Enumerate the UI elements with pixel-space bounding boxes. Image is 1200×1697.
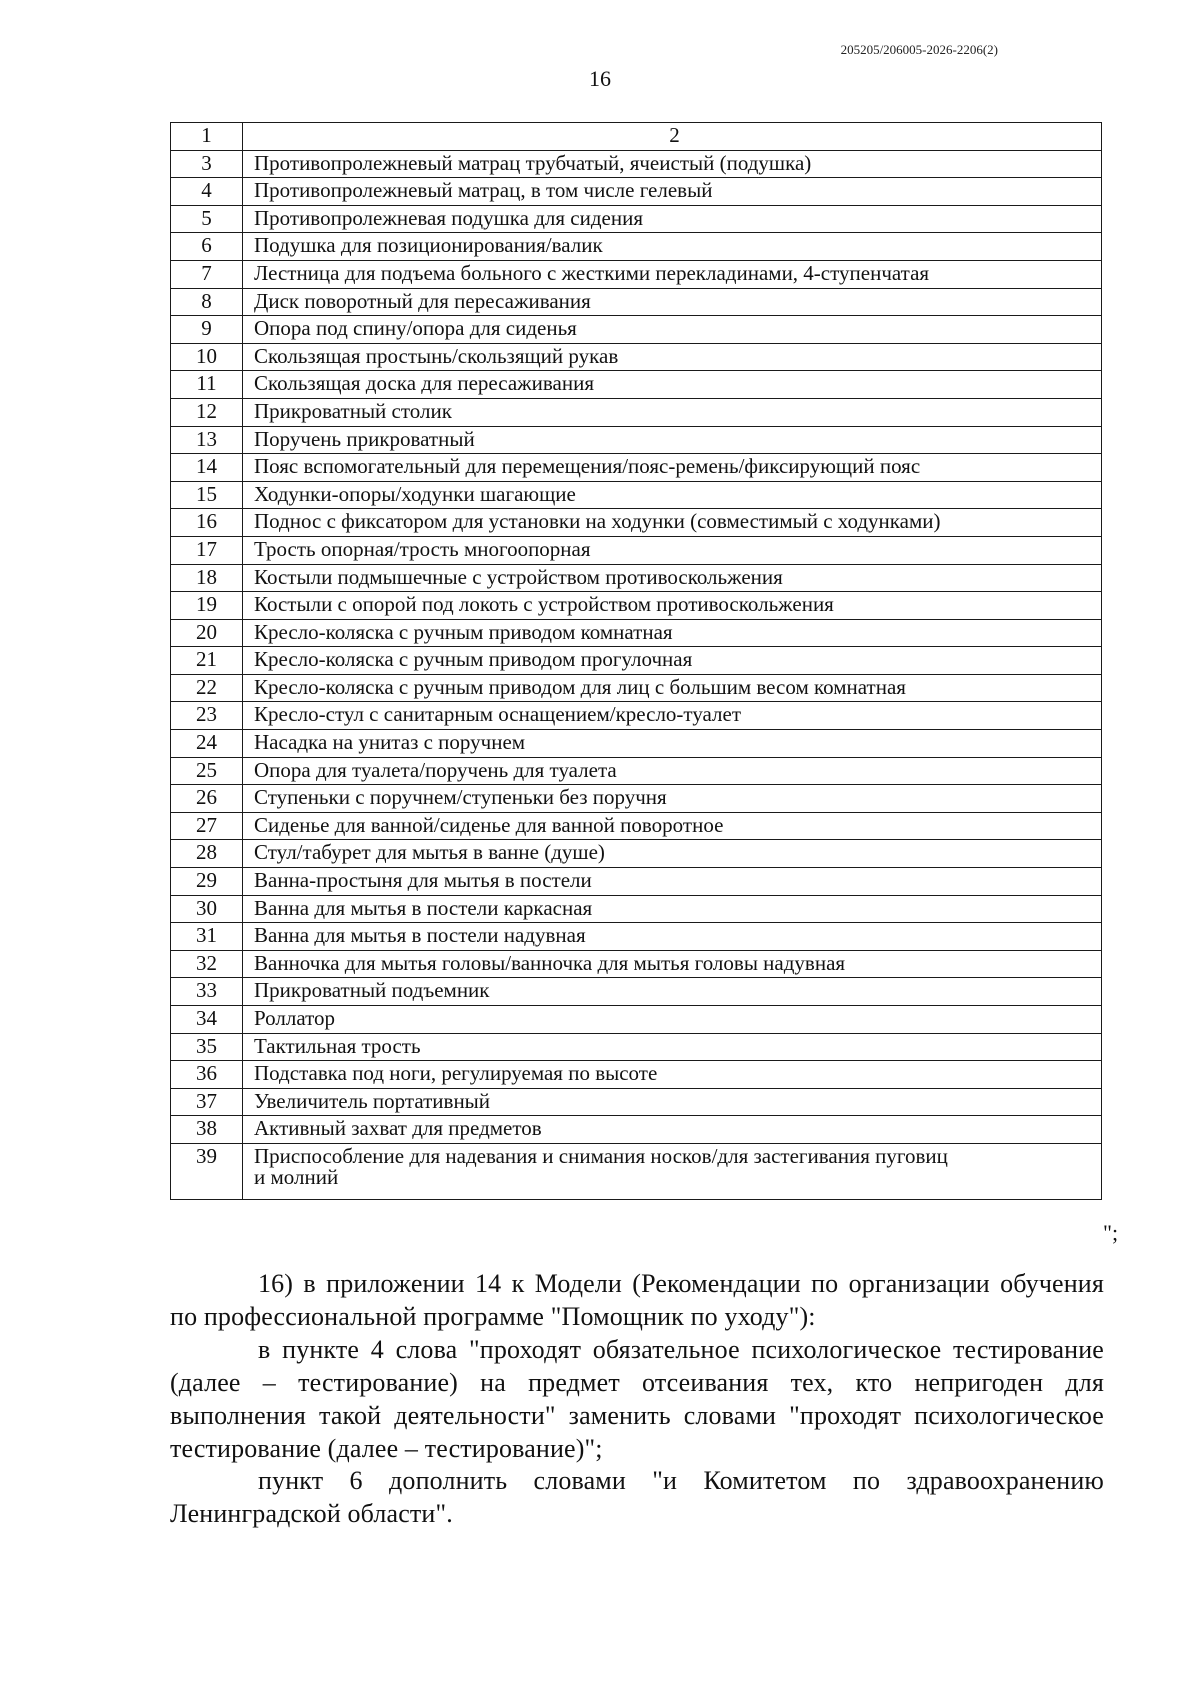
row-item-name: Насадка на унитаз с поручнем — [243, 730, 1102, 758]
row-item-name: Костыли с опорой под локоть с устройством противоскольжения — [243, 592, 1102, 620]
paragraph-item-6-text: пункт 6 дополнить словами "и Комитетом по здравоохранению Ленинградской области". — [170, 1466, 1104, 1528]
row-item-name: Роллатор — [243, 1006, 1102, 1034]
table-row — [171, 1088, 1102, 1116]
table-row — [171, 178, 1102, 206]
row-number: 13 — [171, 426, 243, 454]
table-row — [171, 343, 1102, 371]
row-item-name-line: и молний — [254, 1164, 339, 1189]
paragraph-item-4 — [170, 1333, 1104, 1465]
table-row — [171, 1143, 1102, 1199]
paragraph-item-4-text: в пункте 4 слова "проходят обязательное психологическое тестирование (далее – тестирование) на предмет отсеивания тех, кто непригоден для выполнения такой деятельности" заменить словами "проходят психологическое тестирование (далее – тестирование)"; — [170, 1335, 1104, 1463]
row-item-name: Увеличитель портативный — [243, 1088, 1102, 1116]
row-number: 15 — [171, 481, 243, 509]
row-item-name: Кресло-коляска с ручным приводом прогулочная — [243, 647, 1102, 675]
table-row — [171, 1116, 1102, 1144]
table-row — [171, 564, 1102, 592]
row-number: 24 — [171, 730, 243, 758]
table-row — [171, 895, 1102, 923]
row-item-name: Кресло-коляска с ручным приводом комнатная — [243, 619, 1102, 647]
table-row — [171, 1006, 1102, 1034]
row-item-name: Подушка для позиционирования/валик — [243, 233, 1102, 261]
row-item-name: Кресло-коляска с ручным приводом для лиц с большим весом комнатная — [243, 674, 1102, 702]
table-row — [171, 592, 1102, 620]
row-item-name: Ходунки-опоры/ходунки шагающие — [243, 481, 1102, 509]
row-item-name: Противопролежневый матрац трубчатый, ячеистый (подушка) — [243, 150, 1102, 178]
row-number: 11 — [171, 371, 243, 399]
table-row — [171, 371, 1102, 399]
table-row — [171, 757, 1102, 785]
row-number: 8 — [171, 288, 243, 316]
table-row — [171, 205, 1102, 233]
row-number: 10 — [171, 343, 243, 371]
equipment-table — [170, 122, 1102, 1200]
row-number: 14 — [171, 454, 243, 482]
row-number: 21 — [171, 647, 243, 675]
row-item-name: Сиденье для ванной/сиденье для ванной поворотное — [243, 812, 1102, 840]
row-number: 39 — [171, 1143, 243, 1199]
row-number: 16 — [171, 509, 243, 537]
row-item-name: Прикроватный подъемник — [243, 978, 1102, 1006]
table-row — [171, 978, 1102, 1006]
table-row — [171, 233, 1102, 261]
table-row — [171, 785, 1102, 813]
row-number: 4 — [171, 178, 243, 206]
header-cell-number: 1 — [171, 123, 243, 151]
table-row — [171, 868, 1102, 896]
row-item-name: Поручень прикроватный — [243, 426, 1102, 454]
row-item-name: Подставка под ноги, регулируемая по высоте — [243, 1061, 1102, 1089]
table-row — [171, 150, 1102, 178]
row-number: 17 — [171, 536, 243, 564]
row-number: 36 — [171, 1061, 243, 1089]
row-item-name: Лестница для подъема больного с жесткими перекладинами, 4-ступенчатая — [243, 260, 1102, 288]
row-number: 23 — [171, 702, 243, 730]
row-number: 22 — [171, 674, 243, 702]
row-item-name: Ванночка для мытья головы/ванночка для мытья головы надувная — [243, 950, 1102, 978]
row-number: 27 — [171, 812, 243, 840]
table-row — [171, 647, 1102, 675]
row-item-name: Опора для туалета/поручень для туалета — [243, 757, 1102, 785]
row-number: 18 — [171, 564, 243, 592]
row-item-name: Ванна-простыня для мытья в постели — [243, 868, 1102, 896]
row-item-name: Кресло-стул с санитарным оснащением/кресло-туалет — [243, 702, 1102, 730]
table-row — [171, 536, 1102, 564]
row-item-name: Поднос с фиксатором для установки на ходунки (совместимый с ходунками) — [243, 509, 1102, 537]
row-number: 19 — [171, 592, 243, 620]
row-number: 6 — [171, 233, 243, 261]
row-item-name: Стул/табурет для мытья в ванне (душе) — [243, 840, 1102, 868]
row-item-name — [243, 1143, 1102, 1199]
row-number: 26 — [171, 785, 243, 813]
row-number: 38 — [171, 1116, 243, 1144]
page-number: 16 — [589, 66, 611, 91]
row-item-name: Трость опорная/трость многоопорная — [243, 536, 1102, 564]
table-row — [171, 702, 1102, 730]
row-item-name: Противопролежневый матрац, в том числе гелевый — [243, 178, 1102, 206]
row-item-name: Ступеньки с поручнем/ступеньки без поручня — [243, 785, 1102, 813]
row-item-name: Скользящая простынь/скользящий рукав — [243, 343, 1102, 371]
header-cell-name: 2 — [243, 123, 1102, 151]
row-item-name: Прикроватный столик — [243, 398, 1102, 426]
row-number: 30 — [171, 895, 243, 923]
row-item-name: Опора под спину/опора для сиденья — [243, 316, 1102, 344]
table-row — [171, 730, 1102, 758]
row-number: 33 — [171, 978, 243, 1006]
table-row — [171, 288, 1102, 316]
row-item-name-line: Приспособление для надевания и снимания носков/для застегивания пуговиц — [254, 1143, 948, 1168]
table-row — [171, 454, 1102, 482]
row-number: 25 — [171, 757, 243, 785]
row-number: 32 — [171, 950, 243, 978]
row-item-name: Костыли подмышечные с устройством противоскольжения — [243, 564, 1102, 592]
row-number: 34 — [171, 1006, 243, 1034]
table-row — [171, 398, 1102, 426]
row-number: 9 — [171, 316, 243, 344]
table-row — [171, 950, 1102, 978]
row-item-name: Пояс вспомогательный для перемещения/пояс-ремень/фиксирующий пояс — [243, 454, 1102, 482]
row-number: 7 — [171, 260, 243, 288]
row-item-name: Активный захват для предметов — [243, 1116, 1102, 1144]
table-row — [171, 509, 1102, 537]
row-item-name: Ванна для мытья в постели надувная — [243, 923, 1102, 951]
row-number: 12 — [171, 398, 243, 426]
row-number: 29 — [171, 868, 243, 896]
table-row — [171, 260, 1102, 288]
closing-quote-mark: "; — [1103, 1220, 1119, 1245]
table-row — [171, 1061, 1102, 1089]
row-number: 28 — [171, 840, 243, 868]
table-row — [171, 481, 1102, 509]
table-header-row — [171, 123, 1102, 151]
paragraph-appendix-14 — [170, 1267, 1104, 1333]
row-item-name: Диск поворотный для пересаживания — [243, 288, 1102, 316]
paragraph-item-6 — [170, 1464, 1104, 1530]
row-number: 3 — [171, 150, 243, 178]
table-row — [171, 674, 1102, 702]
table-row — [171, 840, 1102, 868]
row-item-name: Противопролежневая подушка для сидения — [243, 205, 1102, 233]
table-row — [171, 812, 1102, 840]
row-number: 5 — [171, 205, 243, 233]
row-item-name: Скользящая доска для пересаживания — [243, 371, 1102, 399]
row-item-name: Тактильная трость — [243, 1033, 1102, 1061]
row-number: 35 — [171, 1033, 243, 1061]
table-row — [171, 619, 1102, 647]
table-row — [171, 1033, 1102, 1061]
row-number: 20 — [171, 619, 243, 647]
row-item-name: Ванна для мытья в постели каркасная — [243, 895, 1102, 923]
row-number: 37 — [171, 1088, 243, 1116]
paragraph-appendix-14-text: 16) в приложении 14 к Модели (Рекомендации по организации обучения по профессиональной программе "Помощник по уходу"): — [170, 1269, 1104, 1331]
row-number: 31 — [171, 923, 243, 951]
document-id: 205205/206005-2026-2206(2) — [840, 42, 998, 57]
table-row — [171, 923, 1102, 951]
table-row — [171, 316, 1102, 344]
table-row — [171, 426, 1102, 454]
